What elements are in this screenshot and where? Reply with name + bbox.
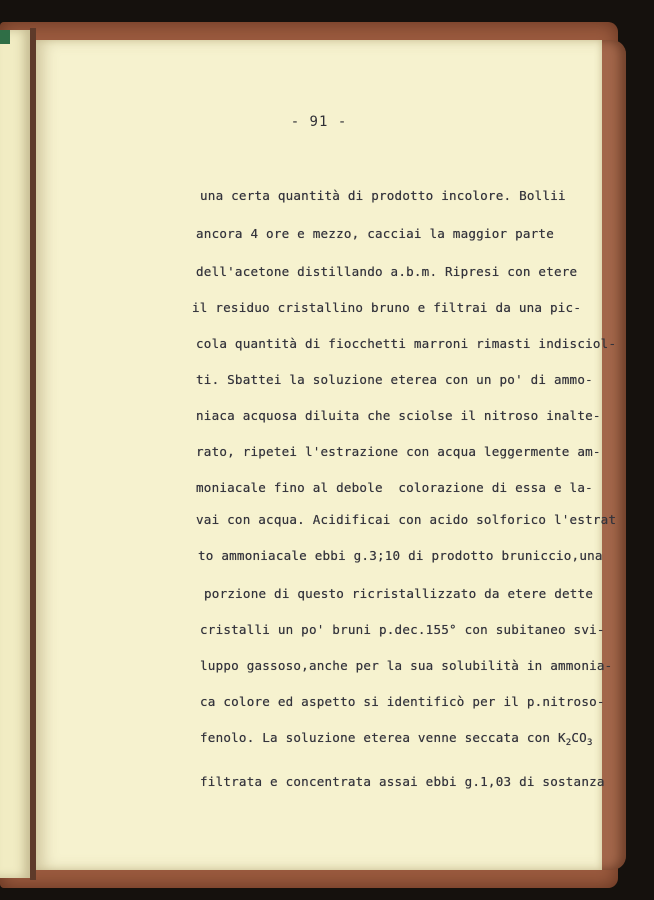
text-line: niaca acquosa diluita che sciolse il nitroso inalte- <box>196 408 601 423</box>
formula-co: CO <box>571 730 587 745</box>
page-number: - 91 - <box>290 114 348 130</box>
text-line: cristalli un po' bruni p.dec.155° con subitaneo svi- <box>200 622 605 637</box>
subscript-2: 2 <box>565 738 572 748</box>
text-line: ca colore ed aspetto si identificò per il p.nitroso- <box>200 694 605 709</box>
line-16-text: fenolo. La soluzione eterea venne seccata con K <box>200 730 566 745</box>
text-line: ti. Sbattei la soluzione eterea con un po' di ammo- <box>196 372 593 387</box>
left-page-edge <box>0 30 32 878</box>
text-line: porzione di questo ricristallizzato da etere dette <box>204 586 594 601</box>
text-line: una certa quantità di prodotto incolore. Bollii <box>200 188 566 203</box>
text-line: ancora 4 ore e mezzo, cacciai la maggior parte <box>196 226 554 241</box>
subscript-3: 3 <box>586 738 593 748</box>
typewritten-page <box>36 40 617 870</box>
text-line: luppo gassoso,anche per la sua solubilità in ammonia- <box>200 658 613 673</box>
green-tab <box>0 30 10 44</box>
text-line: moniacale fino al debole colorazione di essa e la- <box>196 480 593 495</box>
text-line: dell'acetone distillando a.b.m. Ripresi con etere <box>196 264 578 279</box>
text-line: filtrata e concentrata assai ebbi g.1,03 di sostanza <box>200 774 605 789</box>
text-line: vai con acqua. Acidificai con acido solforico l'estrat <box>196 512 617 527</box>
text-line: cola quantità di fiocchetti marroni rimasti indisciol- <box>196 336 617 351</box>
text-line-formula <box>200 730 593 748</box>
text-line: to ammoniacale ebbi g.3;10 di prodotto bruniccio,una <box>198 548 603 563</box>
text-line: rato, ripetei l'estrazione con acqua leggermente am- <box>196 444 601 459</box>
text-line: il residuo cristallino bruno e filtrai da una pic- <box>192 300 582 315</box>
